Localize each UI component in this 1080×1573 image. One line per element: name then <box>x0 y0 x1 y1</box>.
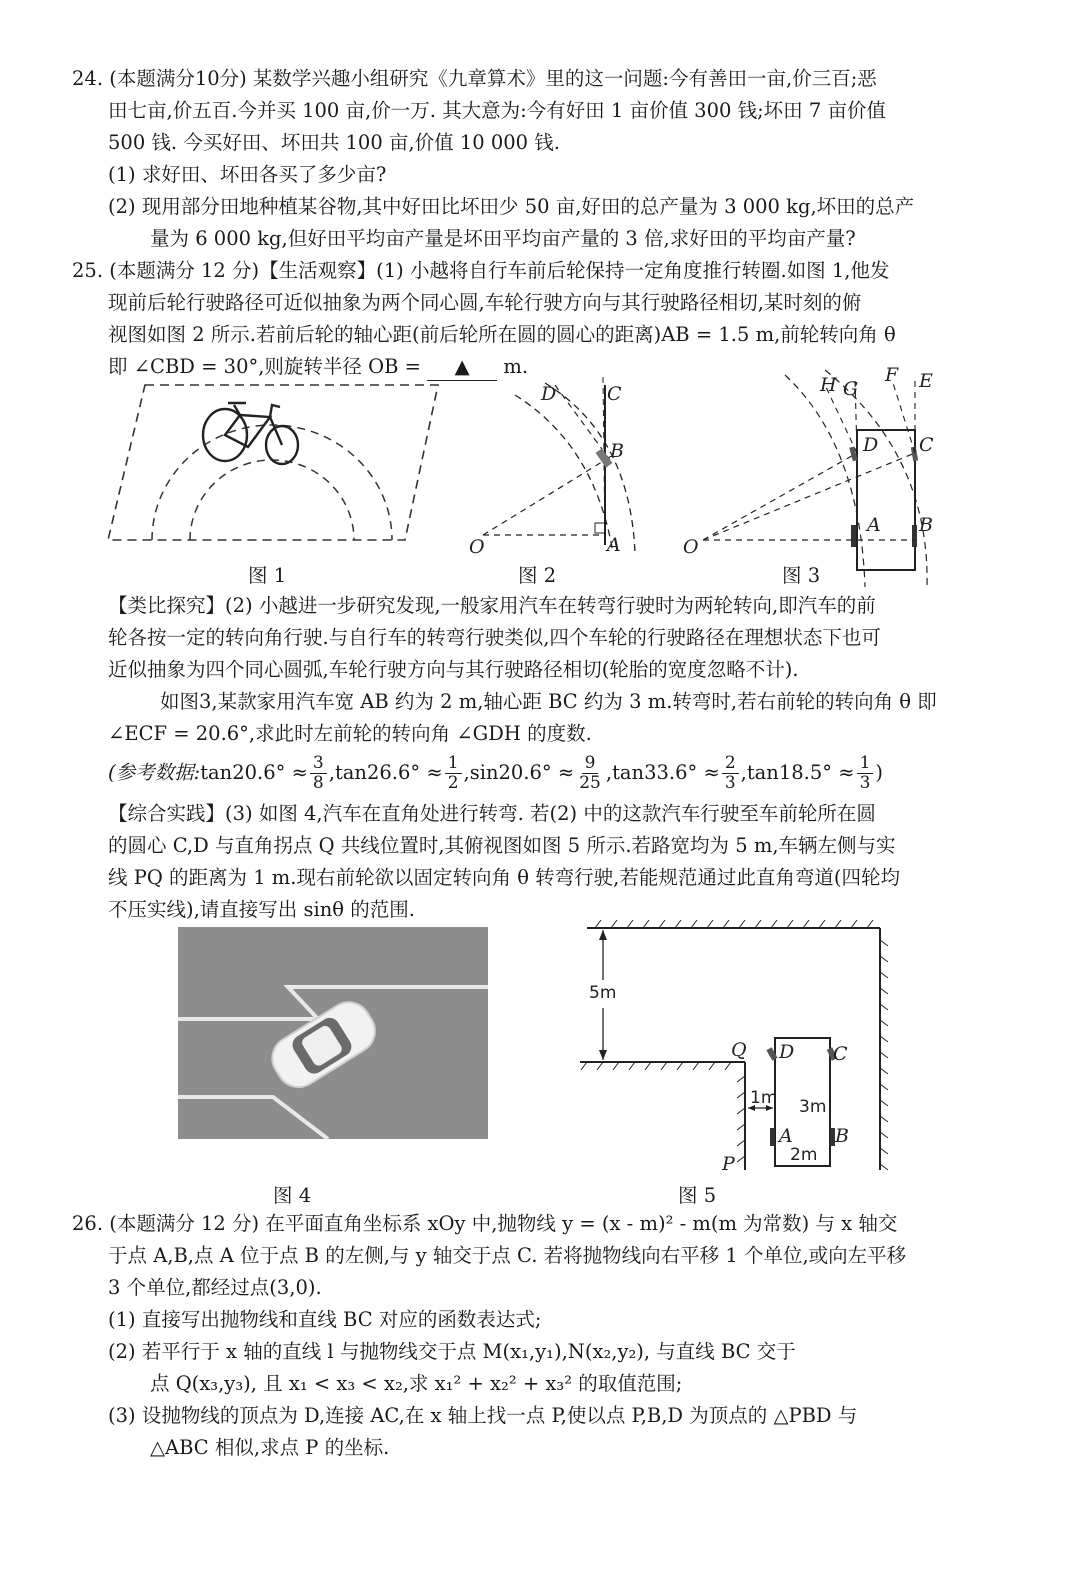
q25-line-4-pre: 即 ∠CBD = 30°,则旋转半径 OB = <box>108 355 428 378</box>
bicycle-icon <box>203 403 298 464</box>
frac-denominator: 3 <box>724 773 736 793</box>
figure-2-caption: 图 2 <box>518 564 557 587</box>
q24-part-1: (1) 求好田、坏田各买了多少亩? <box>108 163 387 186</box>
figure-1 <box>100 375 445 545</box>
reference-5: ,tan18.5° ≈ <box>740 761 855 784</box>
q25-section2-e: ∠ECF = 20.6°,求此时左前轮的转向角 ∠GDH 的度数. <box>108 722 592 745</box>
frac-numerator: 2 <box>722 754 739 774</box>
q25-section3-d: 不压实线),请直接写出 sinθ 的范围. <box>108 898 415 921</box>
q25-line-3: 视图如图 2 所示.若前后轮的轴心距(前后轮所在圆的圆心的距离)AB = 1.5 m,前轮转向角 θ <box>108 323 896 346</box>
fig3-label-d: D <box>863 434 879 456</box>
fig3-label-g: G <box>843 378 859 400</box>
fig5-label-d: D <box>779 1041 795 1063</box>
frac-denominator: 3 <box>859 773 871 793</box>
q25-line-4-post: m. <box>497 355 529 378</box>
frac-numerator: 9 <box>582 754 599 774</box>
fig3-label-c: C <box>919 434 934 456</box>
frac-numerator: 1 <box>857 754 874 774</box>
reference-2: ,tan26.6° ≈ <box>328 761 443 784</box>
fig5-label-5m: 5m <box>589 983 617 1003</box>
frac-denominator: 2 <box>447 773 459 793</box>
fig5-label-b: B <box>835 1125 849 1147</box>
reference-1: tan20.6° ≈ <box>200 761 308 784</box>
fig2-label-b: B <box>610 440 624 462</box>
q24-line-3: 500 钱. 今买好田、坏田共 100 亩,价值 10 000 钱. <box>108 131 560 154</box>
q25-section3-b: 的圆心 C,D 与直角拐点 Q 共线位置时,其俯视图如图 5 所示.若路宽均为 5 m,车辆左侧与实 <box>108 834 896 857</box>
fig3-label-o: O <box>683 536 699 558</box>
fig2-label-d: D <box>541 383 557 405</box>
q26-part-3b: △ABC 相似,求点 P 的坐标. <box>150 1436 390 1459</box>
frac-denominator: 8 <box>312 773 324 793</box>
q25-section2-c: 近似抽象为四个同心圆弧,车轮行驶方向与其行驶路径相切(轮胎的宽度忽略不计). <box>108 658 799 681</box>
fig5-label-q: Q <box>731 1039 747 1061</box>
answer-blank: ▲ <box>427 354 497 381</box>
reference-3: ,sin20.6° ≈ <box>463 761 575 784</box>
frac-denominator: 25 <box>579 773 601 793</box>
q25-section3-a: 【综合实践】(3) 如图 4,汽车在直角处进行转弯. 若(2) 中的这款汽车行驶至车前轮所在圆 <box>108 802 876 825</box>
q26-part-3a: (3) 设抛物线的顶点为 D,连接 AC,在 x 轴上找一点 P,使以点 P,B,D 为顶点的 △PBD 与 <box>108 1404 858 1427</box>
figure-2 <box>455 375 655 558</box>
figure-4-caption: 图 4 <box>273 1184 312 1207</box>
q25-section2-b: 轮各按一定的转向角行驶.与自行车的转弯行驶类似,四个车轮的行驶路径在理想状态下也可 <box>108 626 881 649</box>
figure-3-caption: 图 3 <box>782 564 821 587</box>
fraction-1-3 <box>857 754 874 793</box>
fig3-label-h: H <box>820 374 837 396</box>
q25-section2-d: 如图3,某款家用汽车宽 AB 约为 2 m,轴心距 BC 约为 3 m.转弯时,若右前轮的转向角 θ 即 <box>160 690 937 713</box>
frac-numerator: 3 <box>310 754 327 774</box>
reference-prefix: (参考数据: <box>108 761 201 784</box>
fig2-label-c: C <box>607 383 622 405</box>
q26-line-2: 于点 A,B,点 A 位于点 B 的左侧,与 y 轴交于点 C. 若将抛物线向右平移 1 个单位,或向左平移 <box>108 1244 907 1267</box>
fraction-1-2 <box>445 754 462 793</box>
fig3-label-f: F <box>885 364 899 386</box>
fig3-label-a: A <box>867 514 881 536</box>
figure-1-caption: 图 1 <box>248 564 287 587</box>
fraction-9-25 <box>576 754 604 793</box>
fig5-label-1m: 1m <box>750 1088 778 1108</box>
fraction-2-3 <box>722 754 739 793</box>
q26-part-1: (1) 直接写出抛物线和直线 BC 对应的函数表达式; <box>108 1308 542 1331</box>
q26-part-2a: (2) 若平行于 x 轴的直线 l 与抛物线交于点 M(x₁,y₁),N(x₂,y₂), 与直线 BC 交于 <box>108 1340 796 1363</box>
fig3-label-e: E <box>919 370 933 392</box>
figure-5 <box>575 920 915 1175</box>
figure-3 <box>675 365 955 590</box>
q24-part-2b: 量为 6 000 kg,但好田平均亩产量是坏田平均亩产量的 3 倍,求好田的平均亩产量? <box>150 227 856 250</box>
fig5-label-c: C <box>833 1043 848 1065</box>
q26-part-2b: 点 Q(x₃,y₃), 且 x₁ < x₃ < x₂,求 x₁² + x₂² + x₃² 的取值范围; <box>150 1372 683 1395</box>
fig5-label-3m: 3m <box>799 1097 827 1117</box>
q25-line-1: 25. (本题满分 12 分)【生活观察】(1) 小越将自行车前后轮保持一定角度推行转圈.如图 1,他发 <box>72 259 890 282</box>
q25-section2-a: 【类比探究】(2) 小越进一步研究发现,一般家用汽车在转弯行驶时为两轮转向,即汽车的前 <box>108 594 876 617</box>
fig3-label-b: B <box>919 514 933 536</box>
q24-line-1: 24. (本题满分10分) 某数学兴趣小组研究《九章算术》里的这一问题:今有善田一亩,价三百;恶 <box>72 67 877 90</box>
frac-numerator: 1 <box>445 754 462 774</box>
q25-section3-c: 线 PQ 的距离为 1 m.现右前轮欲以固定转向角 θ 转弯行驶,若能规范通过此直角弯道(四轮均 <box>108 866 900 889</box>
reference-4: ,tan33.6° ≈ <box>605 761 720 784</box>
figure-5-caption: 图 5 <box>678 1184 717 1207</box>
figure-4-photo <box>178 927 488 1139</box>
fig2-label-o: O <box>469 536 485 558</box>
fraction-3-8 <box>310 754 327 793</box>
reference-suffix: ) <box>875 761 884 784</box>
q25-line-2: 现前后轮行驶路径可近似抽象为两个同心圆,车轮行驶方向与其行驶路径相切,某时刻的俯 <box>108 291 862 314</box>
q24-line-2: 田七亩,价五百.今并买 100 亩,价一万. 其大意为:今有好田 1 亩价值 300 钱;坏田 7 亩价值 <box>108 99 886 122</box>
reference-data <box>108 753 1080 793</box>
fig5-label-a: A <box>779 1125 793 1147</box>
fig5-label-p: P <box>722 1153 735 1175</box>
q26-line-1: 26. (本题满分 12 分) 在平面直角坐标系 xOy 中,抛物线 y = (x - m)² - m(m 为常数) 与 x 轴交 <box>72 1212 898 1235</box>
fig5-label-2m: 2m <box>790 1145 818 1165</box>
q24-part-2a: (2) 现用部分田地种植某谷物,其中好田比坏田少 50 亩,好田的总产量为 3 000 kg,坏田的总产 <box>108 195 915 218</box>
fig2-label-a: A <box>607 534 621 556</box>
q26-line-3: 3 个单位,都经过点(3,0). <box>108 1276 322 1299</box>
